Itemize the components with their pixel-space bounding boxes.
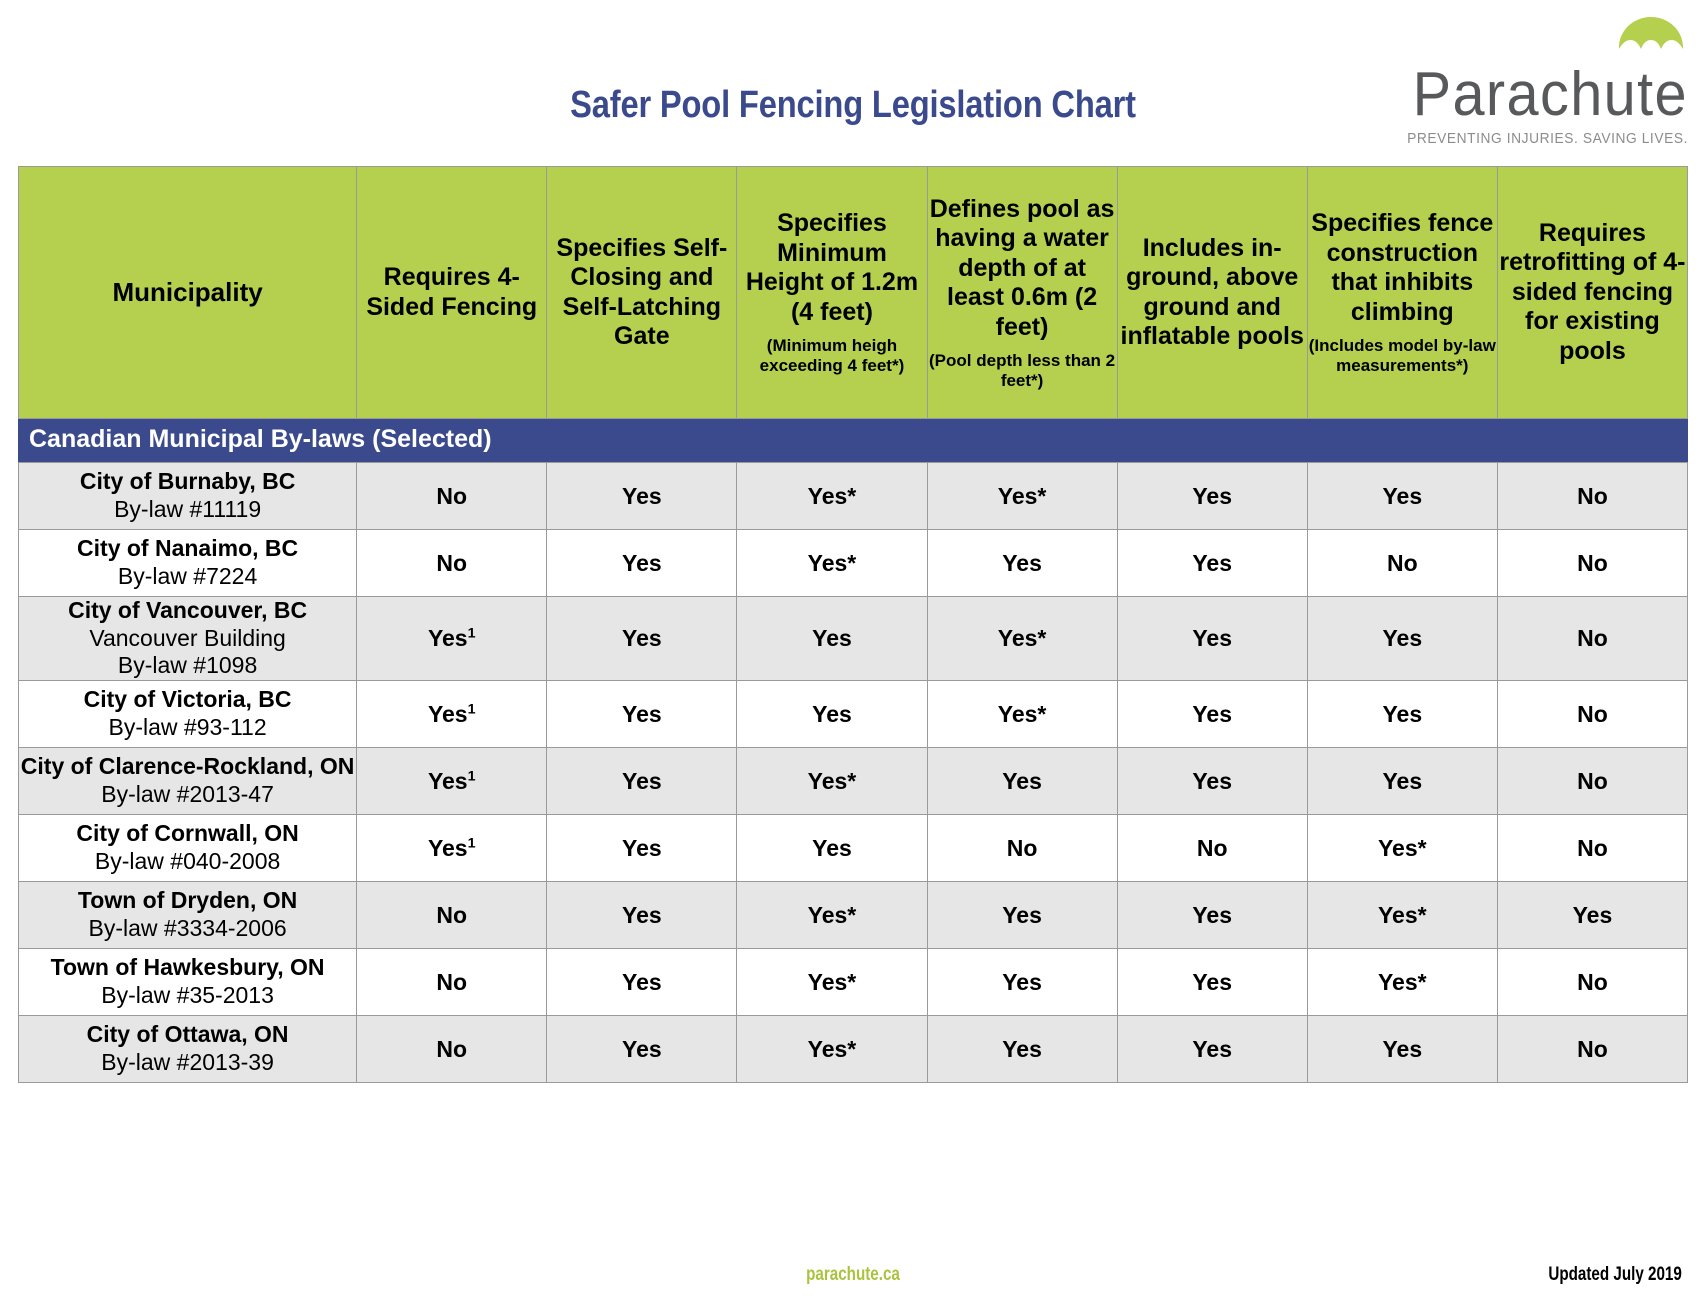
table-cell-value: Yes [927,530,1117,597]
footnote-marker: 1 [467,768,476,785]
header-row [19,167,1688,419]
table-body [19,419,1688,1083]
column-header-requires-4-sided-fencing [357,167,547,419]
logo-wordmark: Parachute [1412,60,1688,129]
table-cell-value: No [357,463,547,530]
municipality-cell [19,597,357,681]
column-header-sublabel: (Includes model by-law measurements*) [1308,336,1496,375]
table-cell-value: Yes$^1$ [357,814,547,881]
column-header-label: Defines pool as having a water depth of at least 0.6m (2 feet) [929,194,1115,341]
municipality-name: City of Vancouver, BC [68,597,308,623]
table-cell-value: Yes [547,814,737,881]
table-cell-value: No [927,814,1117,881]
table-cell-value: No [1497,1015,1687,1082]
table-row [19,463,1688,530]
column-header-fence-construction [1307,167,1497,419]
table-row [19,814,1688,881]
table-cell-value: Yes [1117,1015,1307,1082]
column-header-pool-types [1117,167,1307,419]
legislation-chart [18,166,1688,1083]
table-cell-value: Yes [1117,680,1307,747]
table-row [19,680,1688,747]
table-cell-value: Yes [1307,463,1497,530]
table-cell-value: Yes [1117,597,1307,681]
municipality-bylaw: By-law #2013-39 [101,1048,274,1075]
column-header-self-closing-gate [547,167,737,419]
municipality-bylaw: By-law #2013-47 [101,780,274,807]
municipality-bylaw: By-law #35-2013 [101,981,274,1008]
municipality-cell [19,814,357,881]
table-cell-value: Yes [1117,881,1307,948]
table-cell-value: Yes* [927,463,1117,530]
municipality-cell [19,463,357,530]
column-header-label: Specifies Self-Closing and Self-Latching Gate [556,233,728,350]
table-cell-value: Yes [1307,680,1497,747]
section-header-row [19,419,1688,463]
table-cell-value: No [1497,948,1687,1015]
table-row [19,1015,1688,1082]
municipality-bylaw: By-law #040-2008 [94,847,281,874]
table-cell-value: Yes* [1307,948,1497,1015]
column-header-label: Specifies Minimum Height of 1.2m (4 feet) [745,209,919,326]
table-cell-value: No [1497,814,1687,881]
table-cell-value: Yes [1117,948,1307,1015]
section-header-label: Canadian Municipal By-laws (Selected) [19,419,1688,463]
table-cell-value: No [1497,530,1687,597]
table-cell-value: Yes* [737,1015,927,1082]
table-cell-value: Yes [1117,530,1307,597]
column-header-label: Requires 4-Sided Fencing [366,263,538,321]
table-cell-value: Yes [1307,597,1497,681]
table-row [19,881,1688,948]
municipality-bylaw: By-law #1098 [117,652,258,679]
table-cell-value: Yes [1307,747,1497,814]
table-cell-value: Yes$^1$ [357,747,547,814]
footnote-marker: 1 [467,835,476,852]
municipality-bylaw: By-law #7224 [117,563,258,589]
legislation-table [18,166,1688,1083]
table-cell-value: Yes [1117,463,1307,530]
footer-website-link[interactable]: parachute.ca [806,1264,900,1285]
table-row [19,597,1688,681]
table-cell-value: Yes [927,747,1117,814]
page-footer [0,1264,1706,1294]
table-cell-value: Yes [927,1015,1117,1082]
table-cell-value: Yes [927,948,1117,1015]
table-cell-value: No [357,948,547,1015]
table-cell-value: Yes [1497,881,1687,948]
table-cell-value: Yes [547,530,737,597]
municipality-name: City of Ottawa, ON [86,1021,289,1048]
table-cell-value: No [357,881,547,948]
table-cell-value: Yes* [1307,881,1497,948]
municipality-name: City of Burnaby, BC [79,468,296,495]
municipality-name: City of Clarence-Rockland, ON [20,753,355,780]
column-header-pool-water-depth [927,167,1117,419]
table-cell-value: Yes [1117,747,1307,814]
table-header [19,167,1688,419]
municipality-name: Town of Hawkesbury, ON [50,954,325,981]
column-header-municipality [19,167,357,419]
municipality-bylaw: By-law #11119 [114,496,262,522]
table-cell-value: No [1497,463,1687,530]
municipality-cell [19,747,357,814]
logo-tagline: PREVENTING INJURIES. SAVING LIVES. [1407,131,1688,147]
municipality-name: City of Victoria, BC [83,686,292,713]
table-cell-value: No [357,1015,547,1082]
table-row [19,948,1688,1015]
table-cell-value: Yes$^1$ [357,597,547,681]
table-cell-value: Yes [547,881,737,948]
municipality-name: Town of Dryden, ON [77,887,298,914]
table-cell-value: No [1117,814,1307,881]
column-header-label: Requires retrofitting of 4-sided fencing for existing pools [1499,218,1686,365]
table-cell-value: Yes [737,680,927,747]
table-cell-value: No [1497,680,1687,747]
table-cell-value: Yes$^1$ [357,680,547,747]
table-cell-value: Yes [547,463,737,530]
page-header [0,0,1706,152]
table-cell-value: Yes [737,597,927,681]
parachute-logo [1328,16,1688,147]
table-cell-value: Yes [547,948,737,1015]
municipality-name: City of Nanaimo, BC [77,535,299,562]
table-cell-value: Yes* [737,530,927,597]
municipality-cell [19,1015,357,1082]
table-cell-value: Yes [547,747,737,814]
table-cell-value: No [1307,530,1497,597]
municipality-cell [19,948,357,1015]
table-cell-value: Yes* [737,747,927,814]
table-cell-value: Yes* [737,881,927,948]
footer-updated-date: Updated July 2019 [1548,1264,1682,1285]
table-row [19,530,1688,597]
table-cell-value: Yes [1307,1015,1497,1082]
municipality-bylaw: By-law #93-112 [108,713,267,740]
column-header-sublabel: (Minimum heigh exceeding 4 feet*) [759,336,905,375]
municipality-name: City of Cornwall, ON [76,820,299,847]
column-header-label: Specifies fence construction that inhibits climbing [1311,209,1494,326]
municipality-cell [19,680,357,747]
table-row [19,747,1688,814]
table-cell-value: Yes* [737,948,927,1015]
column-header-label: Municipality [112,277,263,308]
column-header-sublabel: (Pool depth less than 2 feet*) [929,351,1116,390]
table-cell-value: Yes [547,597,737,681]
municipality-bylaw: By-law #3334-2006 [88,914,287,941]
table-cell-value: No [357,530,547,597]
page-title: Safer Pool Fencing Legislation Chart [570,84,1136,126]
table-cell-value: Yes* [927,680,1117,747]
umbrella-icon [1618,16,1684,58]
municipality-bylaw: Vancouver Building [89,624,286,651]
table-cell-value: No [1497,597,1687,681]
table-cell-value: Yes* [927,597,1117,681]
table-cell-value: Yes* [1307,814,1497,881]
table-cell-value: Yes [547,680,737,747]
footnote-marker: 1 [467,625,476,642]
table-cell-value: Yes [927,881,1117,948]
column-header-label: Includes in-ground, above ground and inflatable pools [1120,233,1304,350]
table-cell-value: Yes [737,814,927,881]
table-cell-value: Yes* [737,463,927,530]
table-cell-value: No [1497,747,1687,814]
municipality-cell [19,881,357,948]
municipality-cell [19,530,357,597]
footnote-marker: 1 [467,701,476,718]
column-header-minimum-height [737,167,927,419]
table-cell-value: Yes [547,1015,737,1082]
column-header-retrofitting [1497,167,1687,419]
